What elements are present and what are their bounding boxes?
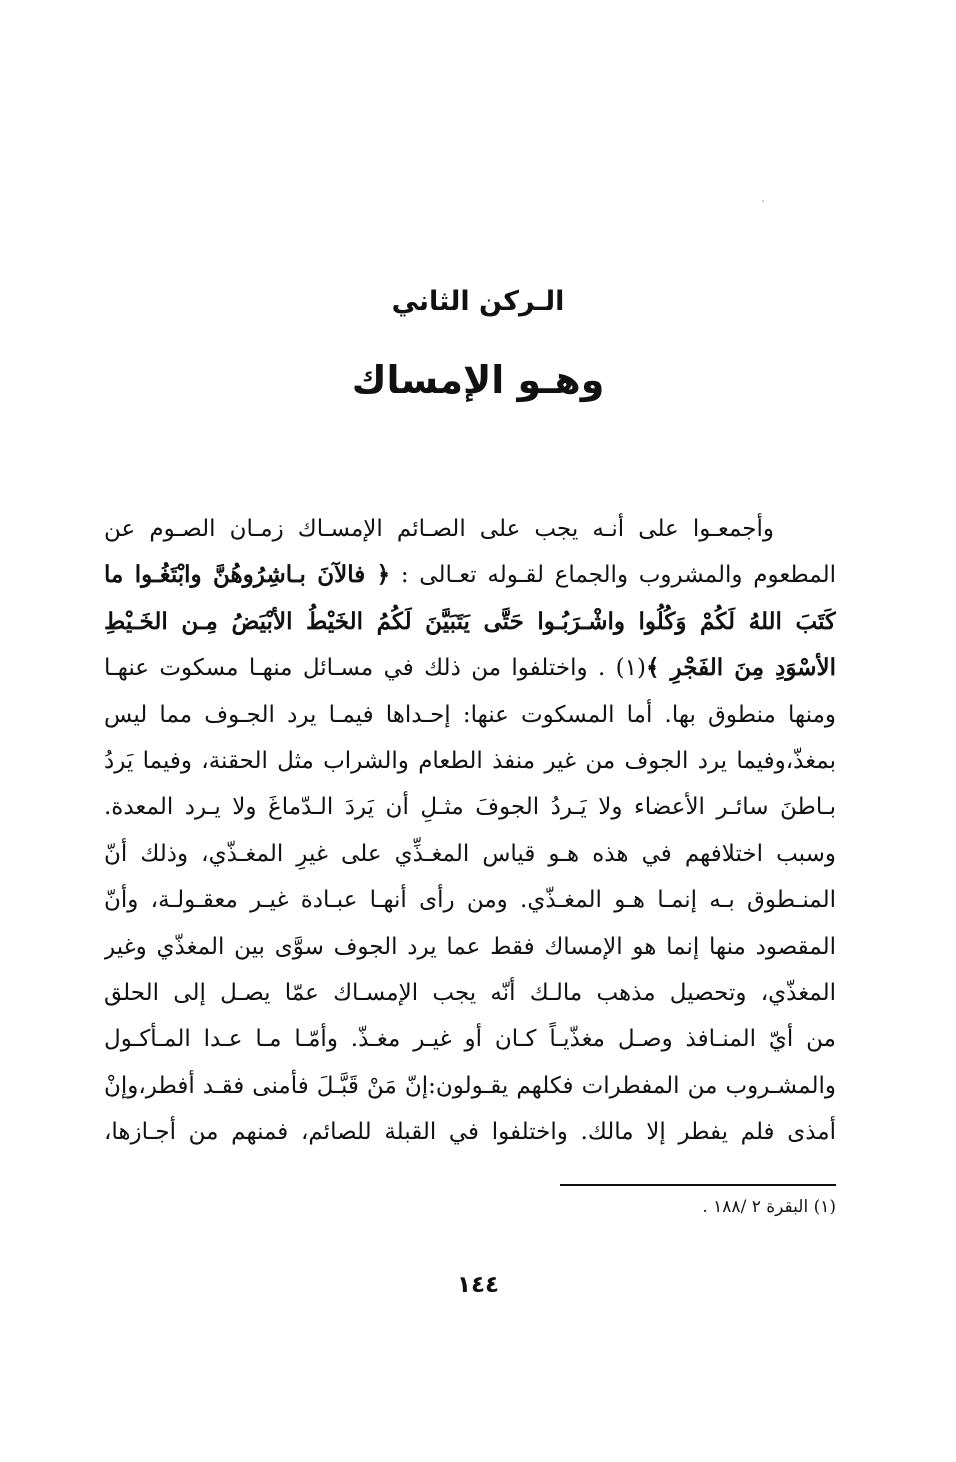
text-line: المقصود منها إنما هو الإمساك فقط عما يرد الجوف سوَّى بين المغذّي وغير xyxy=(104,933,836,960)
paper-speck xyxy=(762,200,764,202)
footnote-divider xyxy=(560,1184,836,1186)
quran-verse: ﴿ فالآنَ بـاشِرُوهُنَّ وابْتَغُـوا ما xyxy=(104,561,391,589)
text-line: من أيّ المنـافذ وصـل مغذّيـاً كـان أو غيـر مغـذّ. وأمّـا مـا عـدا المـأكـول xyxy=(104,1026,836,1053)
text-line: المغذّي، وتحصيل مذهب مالـك أنّه يجب الإمسـاك عمّا يصـل إلى الحلق xyxy=(104,979,836,1006)
section-subtitle: الـركن الثاني xyxy=(391,286,565,317)
text-line: وسبب اختلافهم في هذه هـو قياس المغـذِّي على غيرِ المغـذّي، وذلك أنّ xyxy=(104,840,836,867)
section-title: وهـو الإمساك xyxy=(351,358,605,402)
quran-verse: الأسْوَدِ مِنَ الفَجْرِ ﴾ xyxy=(645,654,836,682)
text-line xyxy=(104,645,836,691)
text-line: المنـطوق بـه إنمـا هـو المغـذّي. ومن رأى أنهـا عبـادة غيـر معقـولـة، وأنّ xyxy=(104,887,836,914)
footnote: (١) البقرة ٢ /١٨٨ . xyxy=(702,1197,836,1217)
footnote-reference: (١) . واختلفوا من ذلك في مسـائل منهـا مسكوت عنهـا xyxy=(104,655,646,682)
text-line: ومنها منطوق بها. أما المسكوت عنها: إحـداها فيمـا يرد الجـوف مما ليس xyxy=(104,701,836,728)
text-line: بمغذّ،وفيما يرد الجوف من غير منفذ الطعام والشراب مثل الحقنة، وفيما يَردُ xyxy=(104,747,836,774)
text-line: أمذى فلم يفطر إلا مالك. واختلفوا في القبلة للصائم، فمنهم من أجـازها، xyxy=(104,1119,836,1146)
text-line: والمشـروب من المفطرات فكلهم يقـولون:إنّ مَنْ قَبَّـلَ فأمنى فقـد أفطر،وإنْ xyxy=(104,1072,836,1099)
text-line: بـاطنَ سائـر الأعضاء ولا يَـردُ الجوفَ مثـلِ أن يَردَ الـدّماغَ ولا يـرد المعدة. xyxy=(104,794,836,821)
body-paragraph xyxy=(104,506,836,1155)
text-line: وأجمعـوا على أنـه يجب على الصـائم الإمسـاك زمـان الصـوم عن xyxy=(104,516,774,542)
quran-verse: كَتَبَ اللهُ لَكُمْ وَكُلُوا واشْـرَبُـوا حَتَّى يَتَبَيَّنَ لَكُمُ الخَيْطُ الأبْيَضُ مِـن الخَـيْطِ xyxy=(104,607,836,635)
page-number: ١٤٤ xyxy=(456,1272,500,1298)
text-line: المطعوم والمشروب والجماع لقـوله تعـالى : ﴿ فالآنَ بـاشِرُوهُنَّ وابْتَغُـوا ما xyxy=(104,561,836,589)
text-line xyxy=(104,599,836,645)
